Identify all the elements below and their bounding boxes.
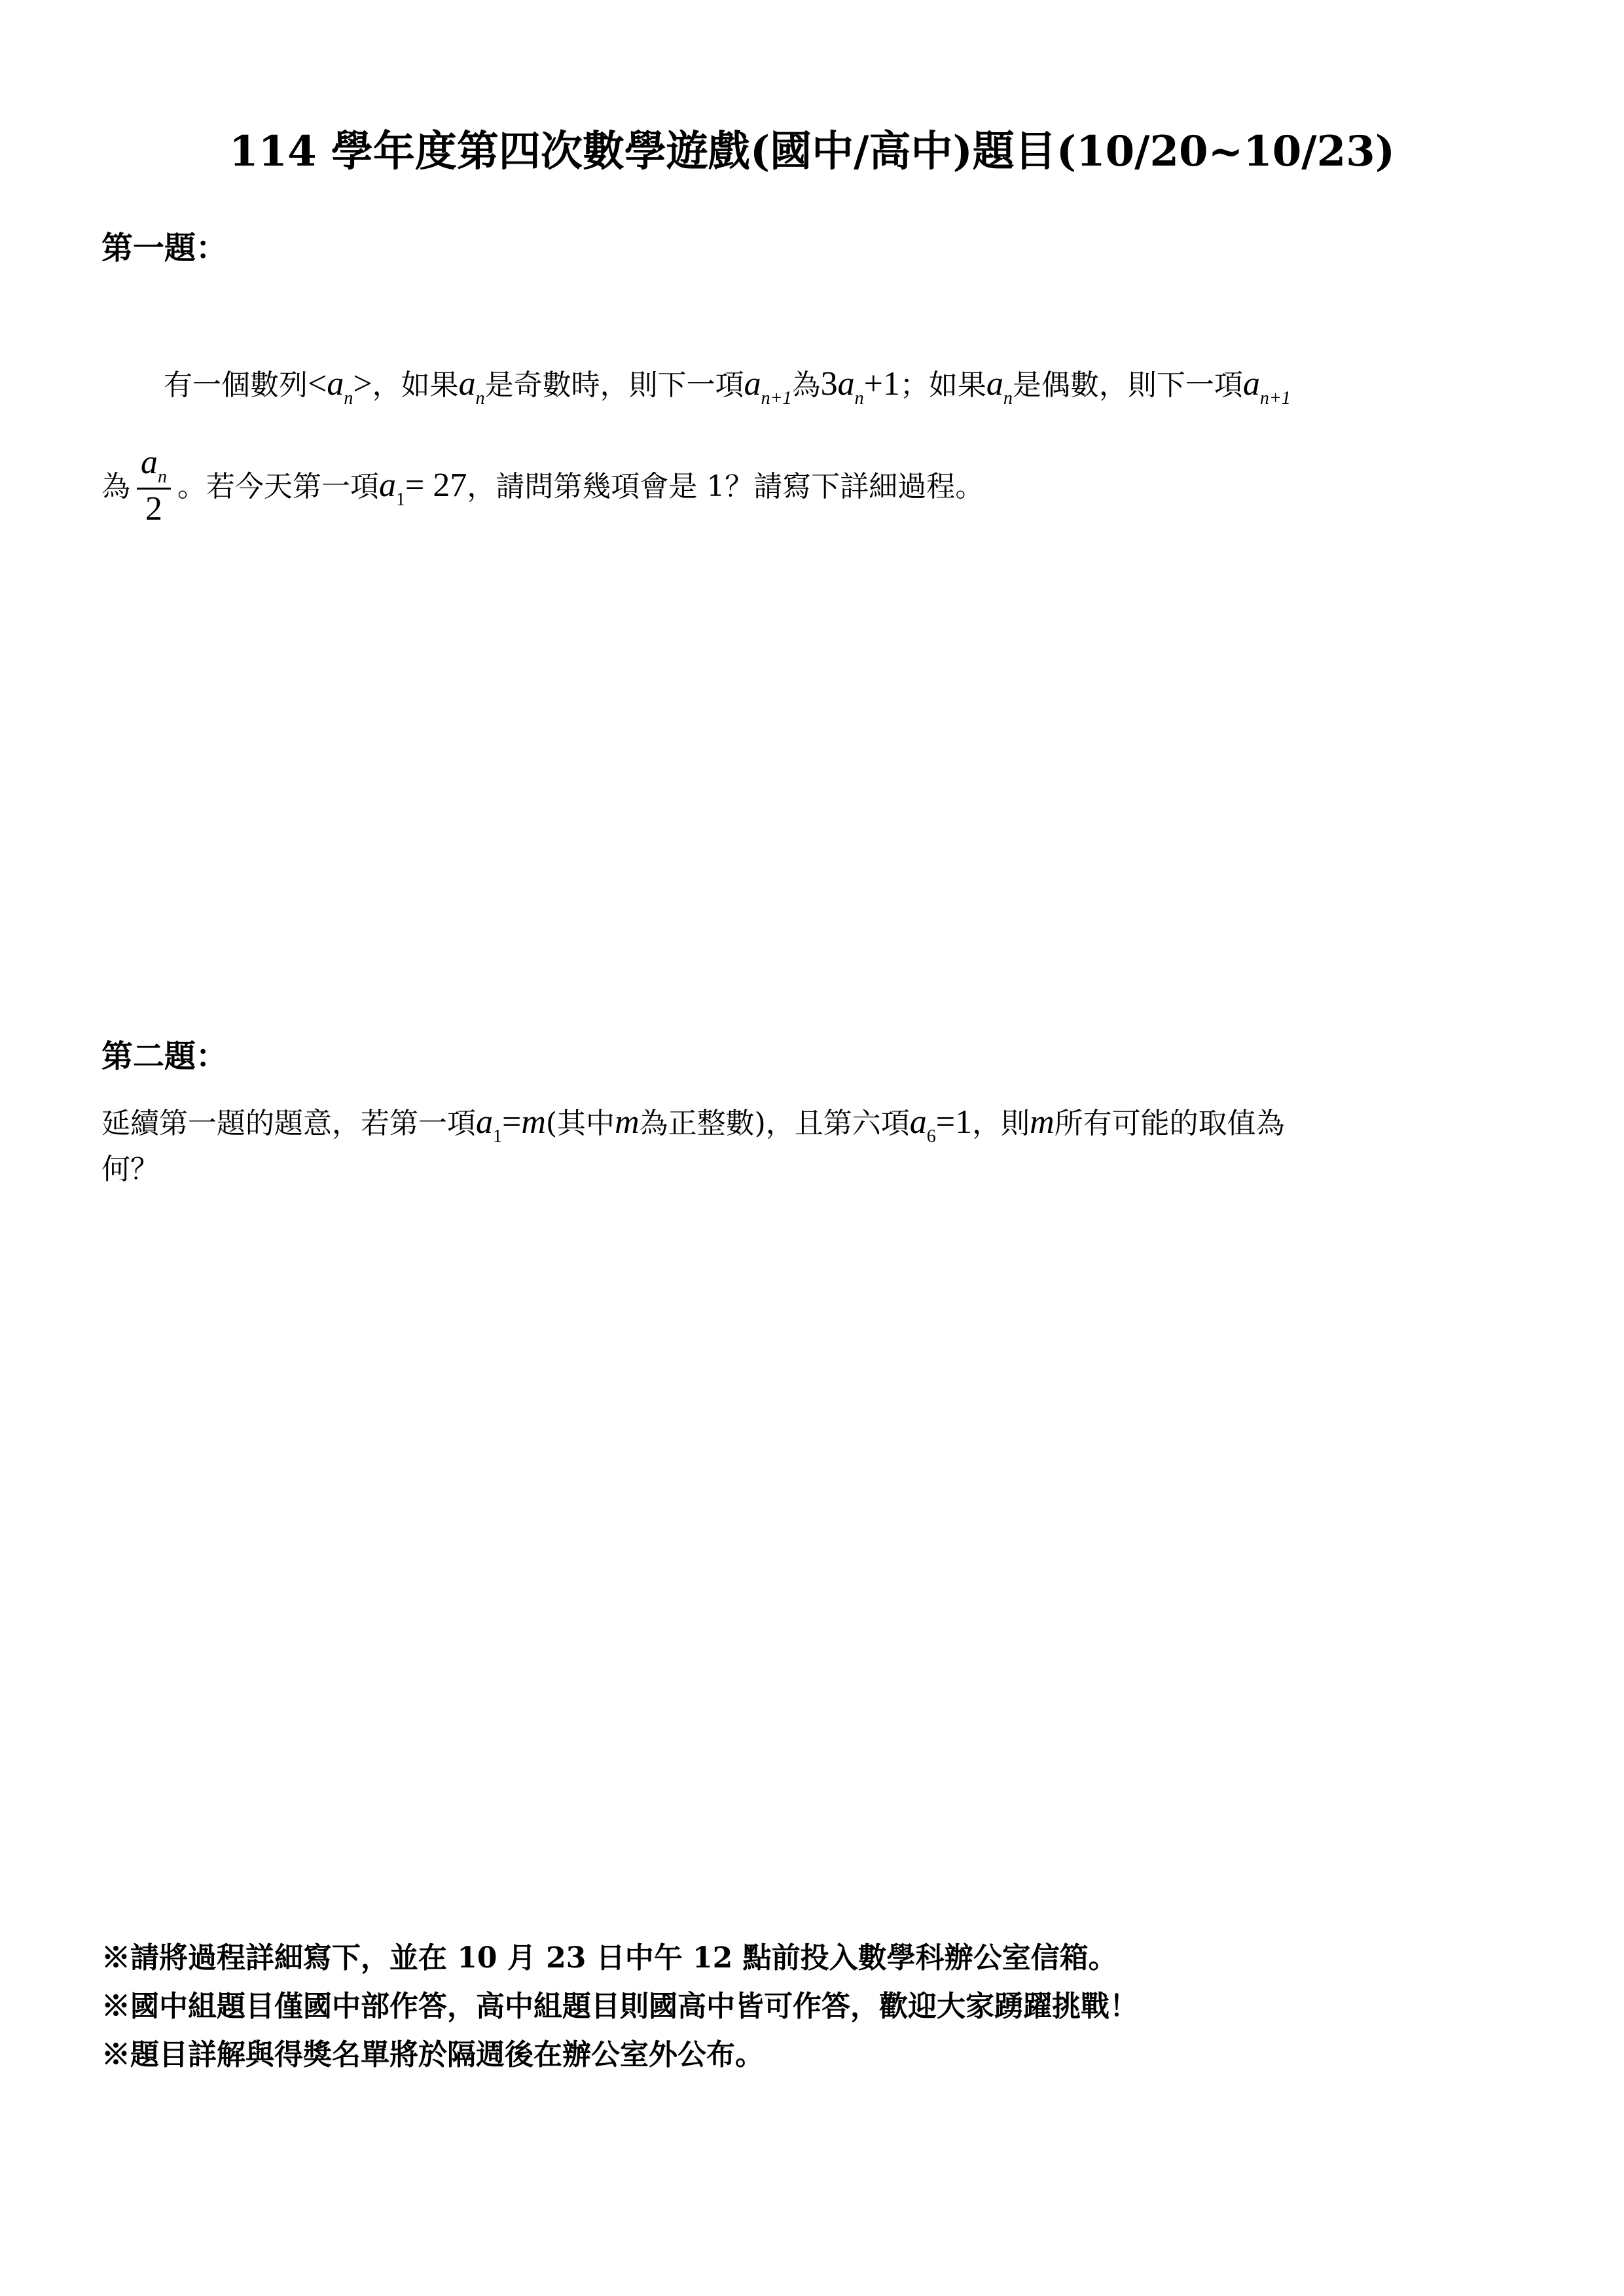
question-1-line-1 — [164, 363, 1291, 410]
q1-n: n — [1003, 388, 1013, 408]
q1-text: 有一個數列 — [164, 368, 308, 402]
question-2-line-1 — [101, 1102, 1285, 1149]
q2-eq: = — [502, 1103, 522, 1141]
q2-text: ，則 — [972, 1107, 1030, 1140]
q2-m: m — [615, 1103, 640, 1141]
q1-a: a — [141, 444, 158, 481]
q1-two: 2 — [145, 490, 162, 528]
question-2-heading: 第二題： — [101, 1038, 228, 1075]
note-deadline: ※請將過程詳細寫下，並在 10 月 23 日中午 12 點前投入數學科辦公室信箱。 — [101, 1941, 1117, 1975]
q2-text: 延續第一題的題意，若第一項 — [101, 1107, 476, 1140]
q1-text: 是奇數時，則下一項 — [484, 368, 744, 402]
q1-text: ；如果 — [899, 368, 986, 402]
q1-a: a — [458, 365, 476, 403]
fraction-an-over-2 — [137, 446, 171, 526]
q1-n: n — [854, 388, 864, 408]
q1-gt: > — [353, 365, 372, 403]
q2-eq1: =1 — [935, 1103, 973, 1141]
q1-np1: n+1 — [1259, 388, 1291, 408]
note-results: ※題目詳解與得獎名單將於隔週後在辦公室外公布。 — [101, 2038, 764, 2072]
q1-a: a — [744, 365, 761, 403]
q2-a: a — [909, 1103, 927, 1141]
q1-a: a — [327, 365, 344, 403]
q1-text: 是偶數，則下一項 — [1012, 368, 1243, 402]
q1-text: 為 — [791, 368, 821, 402]
q1-one: 1 — [396, 490, 405, 510]
q2-text: 所有可能的取值為 — [1054, 1107, 1285, 1140]
q1-plus1: +1 — [863, 365, 900, 403]
q1-n: n — [475, 388, 485, 408]
q2-m: m — [1030, 1103, 1055, 1141]
q2-one: 1 — [493, 1126, 502, 1147]
q1-text: ，如果 — [372, 368, 459, 402]
q1-text: ，請問第幾項會是 1？請寫下詳細過程。 — [467, 470, 984, 503]
q1-three: 3 — [820, 365, 838, 403]
note-eligibility: ※國中組題目僅國中部作答，高中組題目則國高中皆可作答，歡迎大家踴躍挑戰！ — [101, 1990, 1138, 2023]
q1-text: 。若今天第一項 — [177, 470, 379, 503]
q1-np1: n+1 — [761, 388, 792, 408]
q1-text: 為 — [101, 470, 130, 503]
q1-a: a — [1242, 365, 1260, 403]
q1-a: a — [379, 467, 396, 504]
q2-a: a — [476, 1103, 493, 1141]
question-1-line-2 — [101, 444, 984, 529]
q1-a: a — [837, 365, 855, 403]
q1-eq27: = 27 — [405, 467, 467, 504]
notes-block — [101, 1934, 1138, 2079]
q1-n: n — [344, 388, 353, 408]
q2-text: (其中 — [545, 1107, 615, 1140]
question-1-heading: 第一題： — [101, 230, 228, 266]
q2-six: 6 — [926, 1126, 936, 1147]
q2-m: m — [521, 1103, 546, 1141]
question-2-line-2: 何？ — [101, 1153, 159, 1186]
page-title: 114 學年度第四次數學遊戲(國中/高中)題目(10/20~10/23) — [229, 127, 1395, 176]
q2-text: 為正整數)，且第六項 — [639, 1107, 910, 1140]
q1-a: a — [986, 365, 1003, 403]
q1-lt: < — [308, 365, 327, 403]
q1-n: n — [158, 467, 167, 487]
